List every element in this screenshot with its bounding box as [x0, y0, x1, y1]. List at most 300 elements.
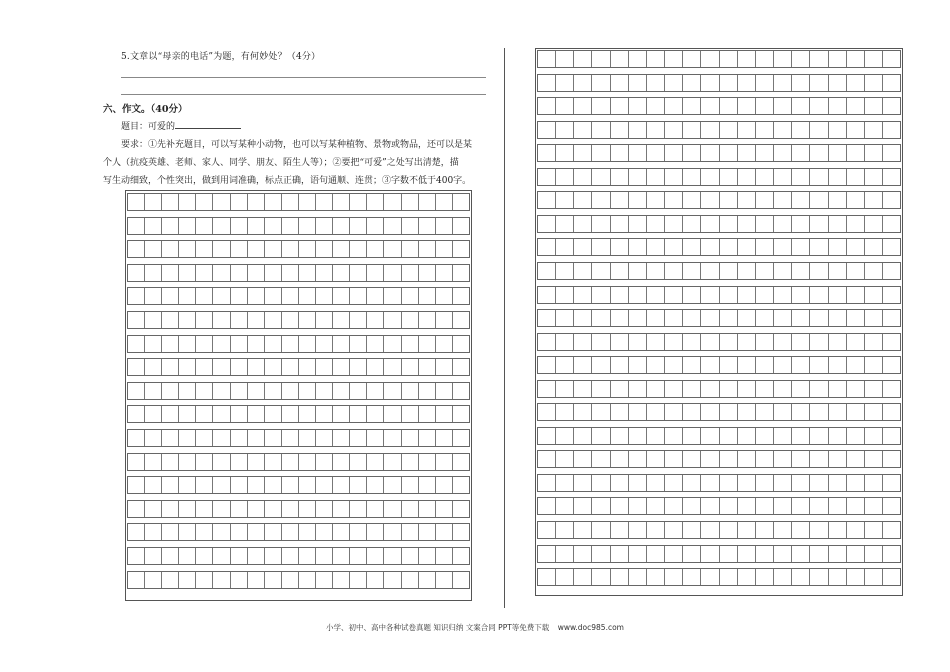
grid-cell[interactable] — [453, 194, 469, 210]
grid-cell[interactable] — [145, 336, 162, 352]
grid-cell[interactable] — [683, 522, 701, 538]
grid-cell[interactable] — [647, 404, 665, 420]
grid-cell[interactable] — [829, 451, 847, 467]
grid-cell[interactable] — [538, 381, 556, 397]
grid-cell[interactable] — [179, 501, 196, 517]
grid-cell[interactable] — [792, 239, 810, 255]
grid-cell[interactable] — [231, 336, 248, 352]
grid-cell[interactable] — [402, 288, 419, 304]
grid-cell[interactable] — [453, 477, 469, 493]
grid-cell[interactable] — [299, 265, 316, 281]
grid-cell[interactable] — [883, 192, 900, 208]
grid-cell[interactable] — [574, 239, 592, 255]
grid-cell[interactable] — [333, 336, 350, 352]
grid-cell[interactable] — [701, 569, 719, 585]
grid-cell[interactable] — [865, 51, 883, 67]
grid-cell[interactable] — [419, 477, 436, 493]
grid-cell[interactable] — [665, 169, 683, 185]
grid-cell[interactable] — [248, 454, 265, 470]
grid-cell[interactable] — [128, 548, 145, 564]
grid-cell[interactable] — [810, 522, 828, 538]
grid-cell[interactable] — [883, 216, 900, 232]
grid-cell[interactable] — [282, 477, 299, 493]
grid-cell[interactable] — [720, 145, 738, 161]
grid-cell[interactable] — [128, 572, 145, 588]
grid-cell[interactable] — [196, 336, 213, 352]
grid-cell[interactable] — [792, 98, 810, 114]
grid-cell[interactable] — [538, 263, 556, 279]
grid-cell[interactable] — [883, 546, 900, 562]
grid-cell[interactable] — [665, 404, 683, 420]
grid-cell[interactable] — [350, 524, 367, 540]
grid-cell[interactable] — [196, 265, 213, 281]
grid-cell[interactable] — [883, 334, 900, 350]
grid-cell[interactable] — [611, 169, 629, 185]
grid-cell[interactable] — [265, 477, 282, 493]
grid-cell[interactable] — [402, 336, 419, 352]
grid-cell[interactable] — [592, 357, 610, 373]
grid-cell[interactable] — [213, 383, 230, 399]
grid-cell[interactable] — [196, 312, 213, 328]
grid-cell[interactable] — [248, 524, 265, 540]
grid-cell[interactable] — [419, 501, 436, 517]
grid-cell[interactable] — [592, 169, 610, 185]
grid-cell[interactable] — [683, 192, 701, 208]
grid-cell[interactable] — [128, 477, 145, 493]
grid-cell[interactable] — [316, 548, 333, 564]
grid-cell[interactable] — [592, 569, 610, 585]
grid-cell[interactable] — [179, 406, 196, 422]
grid-cell[interactable] — [333, 241, 350, 257]
grid-cell[interactable] — [701, 239, 719, 255]
grid-cell[interactable] — [592, 428, 610, 444]
grid-cell[interactable] — [829, 475, 847, 491]
grid-cell[interactable] — [720, 475, 738, 491]
grid-cell[interactable] — [145, 312, 162, 328]
grid-cell[interactable] — [248, 312, 265, 328]
grid-cell[interactable] — [213, 572, 230, 588]
grid-cell[interactable] — [556, 451, 574, 467]
grid-cell[interactable] — [265, 336, 282, 352]
grid-cell[interactable] — [756, 381, 774, 397]
grid-cell[interactable] — [350, 477, 367, 493]
grid-cell[interactable] — [333, 477, 350, 493]
grid-cell[interactable] — [574, 357, 592, 373]
grid-cell[interactable] — [436, 501, 453, 517]
grid-cell[interactable] — [574, 334, 592, 350]
grid-cell[interactable] — [265, 548, 282, 564]
grid-cell[interactable] — [213, 501, 230, 517]
grid-cell[interactable] — [647, 239, 665, 255]
grid-cell[interactable] — [538, 145, 556, 161]
grid-cell[interactable] — [883, 287, 900, 303]
grid-cell[interactable] — [774, 287, 792, 303]
grid-cell[interactable] — [538, 546, 556, 562]
grid-cell[interactable] — [574, 569, 592, 585]
grid-cell[interactable] — [592, 239, 610, 255]
grid-cell[interactable] — [683, 51, 701, 67]
grid-cell[interactable] — [453, 548, 469, 564]
grid-cell[interactable] — [162, 312, 179, 328]
grid-cell[interactable] — [701, 522, 719, 538]
grid-cell[interactable] — [647, 546, 665, 562]
grid-cell[interactable] — [774, 75, 792, 91]
grid-cell[interactable] — [883, 522, 900, 538]
grid-cell[interactable] — [128, 241, 145, 257]
grid-cell[interactable] — [179, 336, 196, 352]
grid-cell[interactable] — [265, 265, 282, 281]
grid-cell[interactable] — [538, 522, 556, 538]
grid-cell[interactable] — [792, 404, 810, 420]
grid-cell[interactable] — [701, 381, 719, 397]
grid-cell[interactable] — [611, 546, 629, 562]
grid-cell[interactable] — [665, 287, 683, 303]
grid-cell[interactable] — [701, 122, 719, 138]
grid-cell[interactable] — [538, 404, 556, 420]
grid-cell[interactable] — [384, 336, 401, 352]
grid-cell[interactable] — [847, 381, 865, 397]
grid-cell[interactable] — [665, 216, 683, 232]
grid-cell[interactable] — [538, 122, 556, 138]
grid-cell[interactable] — [792, 498, 810, 514]
grid-cell[interactable] — [282, 430, 299, 446]
grid-cell[interactable] — [419, 383, 436, 399]
grid-cell[interactable] — [367, 265, 384, 281]
grid-cell[interactable] — [665, 263, 683, 279]
grid-cell[interactable] — [316, 430, 333, 446]
grid-cell[interactable] — [774, 522, 792, 538]
grid-cell[interactable] — [556, 51, 574, 67]
grid-cell[interactable] — [611, 334, 629, 350]
grid-cell[interactable] — [265, 572, 282, 588]
grid-cell[interactable] — [720, 522, 738, 538]
grid-cell[interactable] — [683, 381, 701, 397]
grid-cell[interactable] — [128, 430, 145, 446]
grid-cell[interactable] — [179, 312, 196, 328]
grid-cell[interactable] — [683, 475, 701, 491]
grid-cell[interactable] — [792, 51, 810, 67]
grid-cell[interactable] — [792, 192, 810, 208]
grid-cell[interactable] — [453, 288, 469, 304]
grid-cell[interactable] — [538, 287, 556, 303]
grid-cell[interactable] — [128, 288, 145, 304]
grid-cell[interactable] — [720, 239, 738, 255]
grid-cell[interactable] — [774, 98, 792, 114]
grid-cell[interactable] — [865, 357, 883, 373]
grid-cell[interactable] — [810, 451, 828, 467]
grid-cell[interactable] — [556, 357, 574, 373]
grid-cell[interactable] — [611, 404, 629, 420]
grid-cell[interactable] — [367, 454, 384, 470]
grid-cell[interactable] — [402, 548, 419, 564]
grid-cell[interactable] — [196, 477, 213, 493]
grid-cell[interactable] — [792, 475, 810, 491]
grid-cell[interactable] — [647, 357, 665, 373]
grid-cell[interactable] — [865, 546, 883, 562]
grid-cell[interactable] — [265, 218, 282, 234]
grid-cell[interactable] — [265, 454, 282, 470]
grid-cell[interactable] — [384, 454, 401, 470]
grid-cell[interactable] — [810, 498, 828, 514]
grid-cell[interactable] — [556, 381, 574, 397]
grid-cell[interactable] — [738, 145, 756, 161]
grid-cell[interactable] — [556, 287, 574, 303]
grid-cell[interactable] — [629, 239, 647, 255]
grid-cell[interactable] — [265, 383, 282, 399]
grid-cell[interactable] — [333, 572, 350, 588]
grid-cell[interactable] — [701, 51, 719, 67]
grid-cell[interactable] — [436, 430, 453, 446]
grid-cell[interactable] — [810, 75, 828, 91]
grid-cell[interactable] — [231, 454, 248, 470]
grid-cell[interactable] — [629, 263, 647, 279]
grid-cell[interactable] — [316, 194, 333, 210]
grid-cell[interactable] — [847, 287, 865, 303]
grid-cell[interactable] — [231, 383, 248, 399]
grid-cell[interactable] — [665, 98, 683, 114]
grid-cell[interactable] — [367, 194, 384, 210]
grid-cell[interactable] — [792, 263, 810, 279]
grid-cell[interactable] — [829, 310, 847, 326]
grid-cell[interactable] — [333, 312, 350, 328]
grid-cell[interactable] — [592, 287, 610, 303]
grid-cell[interactable] — [756, 169, 774, 185]
grid-cell[interactable] — [738, 451, 756, 467]
grid-cell[interactable] — [883, 145, 900, 161]
grid-cell[interactable] — [629, 428, 647, 444]
grid-cell[interactable] — [865, 263, 883, 279]
grid-cell[interactable] — [883, 169, 900, 185]
grid-cell[interactable] — [865, 239, 883, 255]
grid-cell[interactable] — [213, 288, 230, 304]
footer-url[interactable]: www.doc985.com — [557, 623, 624, 632]
grid-cell[interactable] — [316, 336, 333, 352]
grid-cell[interactable] — [556, 475, 574, 491]
grid-cell[interactable] — [384, 265, 401, 281]
grid-cell[interactable] — [196, 430, 213, 446]
grid-cell[interactable] — [556, 169, 574, 185]
grid-cell[interactable] — [738, 216, 756, 232]
grid-cell[interactable] — [865, 451, 883, 467]
grid-cell[interactable] — [756, 546, 774, 562]
grid-cell[interactable] — [299, 477, 316, 493]
grid-cell[interactable] — [829, 287, 847, 303]
grid-cell[interactable] — [145, 572, 162, 588]
grid-cell[interactable] — [611, 239, 629, 255]
grid-cell[interactable] — [436, 194, 453, 210]
grid-cell[interactable] — [883, 75, 900, 91]
grid-cell[interactable] — [574, 546, 592, 562]
grid-cell[interactable] — [350, 430, 367, 446]
grid-cell[interactable] — [419, 406, 436, 422]
grid-cell[interactable] — [316, 406, 333, 422]
grid-cell[interactable] — [647, 475, 665, 491]
grid-cell[interactable] — [128, 406, 145, 422]
grid-cell[interactable] — [720, 334, 738, 350]
grid-cell[interactable] — [265, 406, 282, 422]
grid-cell[interactable] — [367, 477, 384, 493]
grid-cell[interactable] — [592, 98, 610, 114]
grid-cell[interactable] — [213, 454, 230, 470]
grid-cell[interactable] — [738, 192, 756, 208]
grid-cell[interactable] — [299, 454, 316, 470]
grid-cell[interactable] — [574, 98, 592, 114]
grid-cell[interactable] — [333, 194, 350, 210]
grid-cell[interactable] — [145, 406, 162, 422]
grid-cell[interactable] — [436, 218, 453, 234]
grid-cell[interactable] — [162, 265, 179, 281]
grid-cell[interactable] — [436, 572, 453, 588]
grid-cell[interactable] — [350, 501, 367, 517]
grid-cell[interactable] — [574, 310, 592, 326]
grid-cell[interactable] — [574, 75, 592, 91]
grid-cell[interactable] — [419, 265, 436, 281]
grid-cell[interactable] — [810, 357, 828, 373]
grid-cell[interactable] — [756, 357, 774, 373]
grid-cell[interactable] — [883, 263, 900, 279]
grid-cell[interactable] — [436, 336, 453, 352]
grid-cell[interactable] — [756, 428, 774, 444]
grid-cell[interactable] — [162, 572, 179, 588]
grid-cell[interactable] — [350, 336, 367, 352]
grid-cell[interactable] — [592, 475, 610, 491]
grid-cell[interactable] — [367, 218, 384, 234]
grid-cell[interactable] — [647, 287, 665, 303]
grid-cell[interactable] — [738, 498, 756, 514]
grid-cell[interactable] — [162, 194, 179, 210]
grid-cell[interactable] — [538, 216, 556, 232]
grid-cell[interactable] — [774, 169, 792, 185]
grid-cell[interactable] — [810, 169, 828, 185]
grid-cell[interactable] — [333, 454, 350, 470]
grid-cell[interactable] — [402, 194, 419, 210]
grid-cell[interactable] — [179, 288, 196, 304]
grid-cell[interactable] — [231, 288, 248, 304]
grid-cell[interactable] — [248, 336, 265, 352]
grid-cell[interactable] — [756, 216, 774, 232]
grid-cell[interactable] — [265, 524, 282, 540]
grid-cell[interactable] — [810, 475, 828, 491]
grid-cell[interactable] — [847, 310, 865, 326]
grid-cell[interactable] — [629, 522, 647, 538]
grid-cell[interactable] — [231, 430, 248, 446]
grid-cell[interactable] — [665, 569, 683, 585]
grid-cell[interactable] — [367, 312, 384, 328]
grid-cell[interactable] — [720, 192, 738, 208]
grid-cell[interactable] — [538, 75, 556, 91]
grid-cell[interactable] — [611, 475, 629, 491]
grid-cell[interactable] — [213, 406, 230, 422]
grid-cell[interactable] — [453, 383, 469, 399]
grid-cell[interactable] — [333, 288, 350, 304]
grid-cell[interactable] — [162, 406, 179, 422]
grid-cell[interactable] — [402, 241, 419, 257]
grid-cell[interactable] — [810, 239, 828, 255]
grid-cell[interactable] — [720, 122, 738, 138]
grid-cell[interactable] — [162, 288, 179, 304]
grid-cell[interactable] — [774, 475, 792, 491]
grid-cell[interactable] — [829, 428, 847, 444]
grid-cell[interactable] — [350, 288, 367, 304]
grid-cell[interactable] — [592, 51, 610, 67]
grid-cell[interactable] — [792, 451, 810, 467]
grid-cell[interactable] — [792, 216, 810, 232]
grid-cell[interactable] — [574, 451, 592, 467]
grid-cell[interactable] — [299, 194, 316, 210]
grid-cell[interactable] — [282, 194, 299, 210]
grid-cell[interactable] — [611, 145, 629, 161]
grid-cell[interactable] — [592, 145, 610, 161]
grid-cell[interactable] — [792, 122, 810, 138]
grid-cell[interactable] — [265, 359, 282, 375]
grid-cell[interactable] — [231, 241, 248, 257]
grid-cell[interactable] — [316, 241, 333, 257]
grid-cell[interactable] — [574, 216, 592, 232]
grid-cell[interactable] — [265, 312, 282, 328]
grid-cell[interactable] — [436, 383, 453, 399]
grid-cell[interactable] — [231, 194, 248, 210]
grid-cell[interactable] — [162, 501, 179, 517]
grid-cell[interactable] — [701, 310, 719, 326]
grid-cell[interactable] — [213, 312, 230, 328]
grid-cell[interactable] — [829, 169, 847, 185]
grid-cell[interactable] — [665, 381, 683, 397]
grid-cell[interactable] — [865, 381, 883, 397]
grid-cell[interactable] — [683, 239, 701, 255]
grid-cell[interactable] — [647, 216, 665, 232]
grid-cell[interactable] — [538, 569, 556, 585]
grid-cell[interactable] — [665, 546, 683, 562]
grid-cell[interactable] — [316, 218, 333, 234]
grid-cell[interactable] — [847, 239, 865, 255]
grid-cell[interactable] — [556, 122, 574, 138]
grid-cell[interactable] — [847, 428, 865, 444]
grid-cell[interactable] — [738, 239, 756, 255]
grid-cell[interactable] — [402, 406, 419, 422]
grid-cell[interactable] — [665, 522, 683, 538]
grid-cell[interactable] — [436, 288, 453, 304]
grid-cell[interactable] — [538, 310, 556, 326]
grid-cell[interactable] — [738, 475, 756, 491]
grid-cell[interactable] — [611, 192, 629, 208]
grid-cell[interactable] — [810, 546, 828, 562]
grid-cell[interactable] — [367, 336, 384, 352]
writing-grid-right[interactable] — [535, 48, 903, 596]
grid-cell[interactable] — [738, 169, 756, 185]
grid-cell[interactable] — [701, 287, 719, 303]
grid-cell[interactable] — [611, 75, 629, 91]
grid-cell[interactable] — [384, 548, 401, 564]
grid-cell[interactable] — [629, 98, 647, 114]
grid-cell[interactable] — [350, 406, 367, 422]
grid-cell[interactable] — [196, 288, 213, 304]
grid-cell[interactable] — [865, 75, 883, 91]
grid-cell[interactable] — [538, 357, 556, 373]
grid-cell[interactable] — [865, 216, 883, 232]
grid-cell[interactable] — [556, 216, 574, 232]
grid-cell[interactable] — [384, 359, 401, 375]
grid-cell[interactable] — [647, 192, 665, 208]
grid-cell[interactable] — [213, 265, 230, 281]
grid-cell[interactable] — [128, 454, 145, 470]
grid-cell[interactable] — [574, 428, 592, 444]
grid-cell[interactable] — [538, 169, 556, 185]
grid-cell[interactable] — [453, 406, 469, 422]
grid-cell[interactable] — [316, 454, 333, 470]
grid-cell[interactable] — [282, 265, 299, 281]
grid-cell[interactable] — [538, 451, 556, 467]
grid-cell[interactable] — [847, 475, 865, 491]
